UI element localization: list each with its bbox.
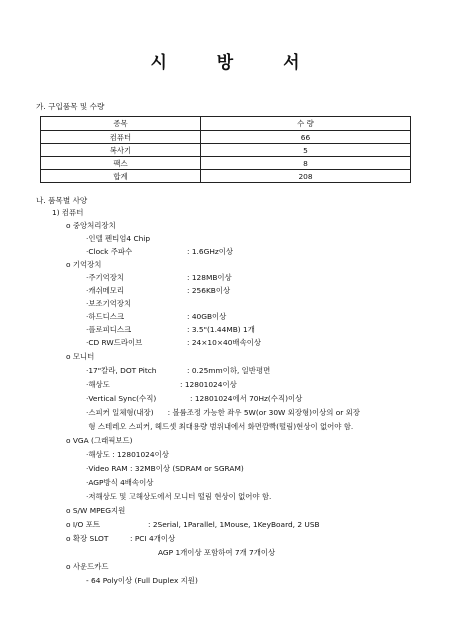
sw-mpeg: o S/W MPEG지원 [66,506,126,515]
table-row [41,170,411,183]
vga-res: ·해상도 : 12801024이상 [86,450,169,459]
hdd-label: ·하드디스크 [86,312,125,321]
table-cell-item: 팩스 [41,157,201,170]
io-port-value: : 2Serial, 1Parallel, 1Mouse, 1KeyBoard, 2 USB [148,520,320,529]
cache-label: ·캐쉬메모리 [86,286,125,295]
header-quantity: 수 량 [201,117,411,131]
table-cell-quantity: 208 [201,170,411,183]
cache-value: : 256KB이상 [187,286,231,295]
fdd-label: ·플로피디스크 [86,325,132,334]
vga-heading: o VGA (그래픽보드) [66,436,133,445]
sound-heading: o 사운드카드 [66,562,109,571]
table-cell-item: 합계 [41,170,201,183]
table-header-row [41,117,411,131]
vertical-sync-label: ·Vertical Sync(수직) [86,394,157,403]
quantity-table [40,116,411,183]
slot-agp: AGP 1개이상 포함하여 7개 7개이상 [158,548,276,557]
table-cell-item: 복사기 [41,144,201,157]
io-port-label: o I/O 포트 [66,520,100,529]
main-memory-label: ·주기억장치 [86,273,125,282]
cd-drive-label: ·CD RW드라이브 [86,338,143,347]
slot-label: o 확장 SLOT [66,534,109,543]
clock-value: : 1.6GHz이상 [187,247,234,256]
vertical-sync-value: : 12801024에서 70Hz(수직)이상 [190,394,303,403]
cpu-chip: ·인텔 펜티엄4 Chip [86,234,151,243]
table-cell-quantity: 5 [201,144,411,157]
table-cell-quantity: 8 [201,157,411,170]
header-item: 종목 [41,117,201,131]
speaker-line-2: 형 스테레오 스피커, 헤드셋 최대용량 범위내에서 화면깜빡(떨림)현상이 없어야 함. [86,422,354,431]
table-cell-quantity: 66 [201,131,411,144]
aux-storage-label: ·보조기억장치 [86,299,132,308]
speaker-line-1: ·스피커 일체형(내장) : 볼륨조정 가능한 좌우 5W(or 30W 외장형)이상의 or 외장 [86,408,360,417]
fdd-value: : 3.5"(1.44MB) 1개 [187,325,255,334]
cpu-heading: o 중앙처리장치 [66,221,116,230]
subsection-computer: 1) 컴퓨터 [52,208,84,217]
monitor-size-value: : 0.25mm이하, 일반평면 [187,366,271,375]
clock-label: ·Clock 주파수 [86,247,133,256]
table-row [41,157,411,170]
document-title: 시 방 서 [150,53,322,73]
table-row [41,131,411,144]
vga-note: ·저해상도 및 고해상도에서 모니터 떨림 현상이 없어야 함. [86,492,272,501]
slot-value: : PCI 4개이상 [130,534,176,543]
video-ram: ·Video RAM : 32MB이상 (SDRAM or SGRAM) [86,464,244,473]
section-b-heading: 나. 품목별 사양 [36,196,88,205]
monitor-size-label: ·17"칼라, DOT Pitch [86,366,157,375]
agp-mode: ·AGP방식 4배속이상 [86,478,154,487]
cd-drive-value: : 24×10×40배속이상 [187,338,261,347]
monitor-heading: o 모니터 [66,352,95,361]
sound-poly: - 64 Poly이상 (Full Duplex 지원) [86,576,198,585]
table-row [41,144,411,157]
hdd-value: : 40GB이상 [187,312,227,321]
main-memory-value: : 128MB이상 [187,273,232,282]
monitor-res-value: : 12801024이상 [180,380,237,389]
monitor-res-label: ·해상도 [86,380,110,389]
memory-heading: o 기억장치 [66,260,102,269]
table-cell-item: 컴퓨터 [41,131,201,144]
section-a-heading: 가. 구입품목 및 수량 [36,102,105,111]
